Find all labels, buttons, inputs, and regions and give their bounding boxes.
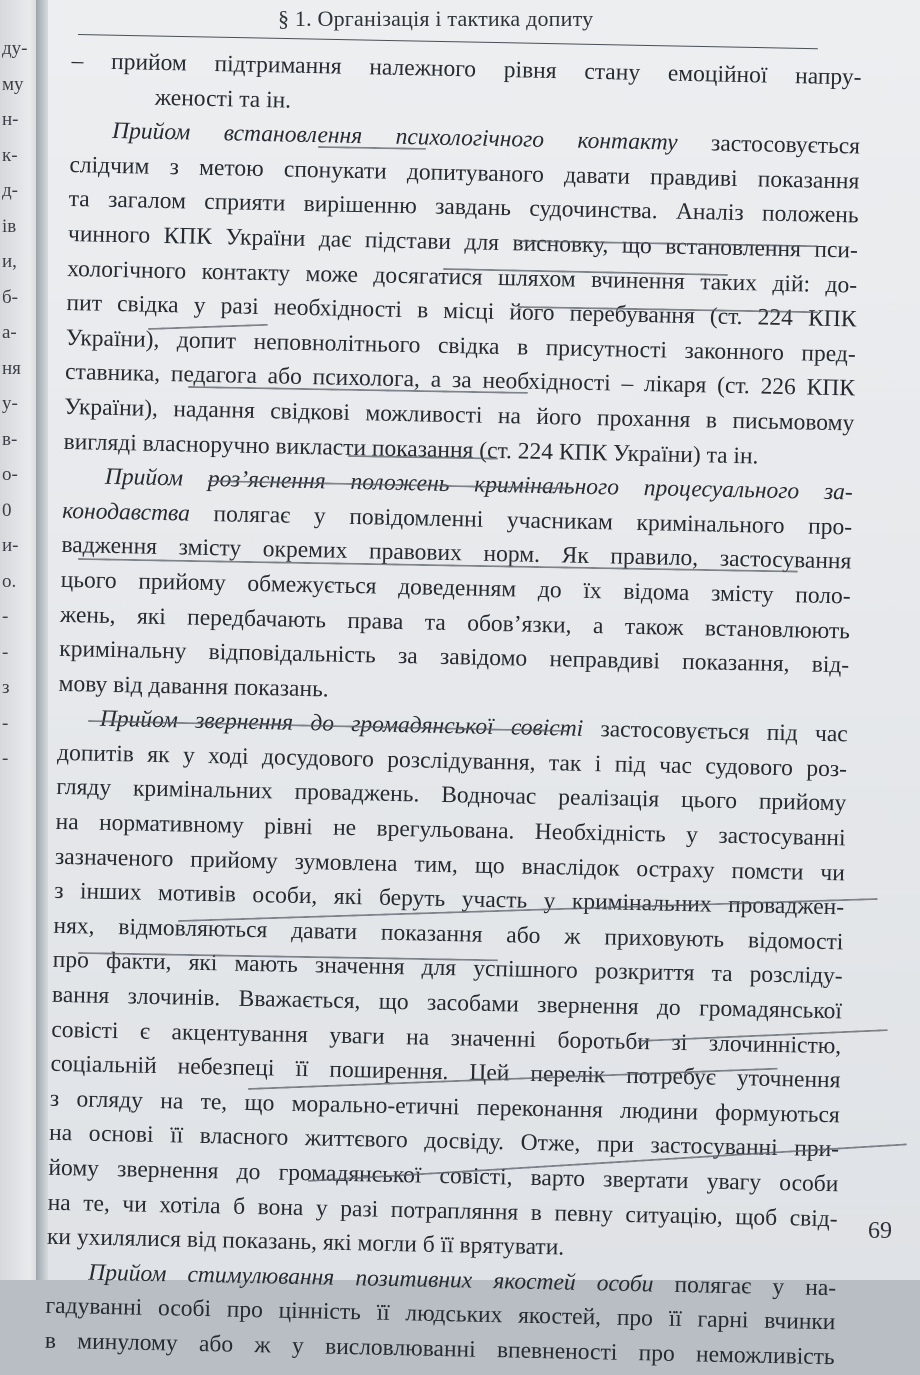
left-page-fragment: ня [2,357,21,379]
text-run: вання злочинів. Вважається, що засобами звернення до громадянської [51,981,843,1025]
left-page-fragment: з [2,677,10,698]
text-run: совісті є акцентування уваги на значенні боротьби зі злочинністю, [51,1016,842,1059]
text-run: України), надання свідкові можливості на його прохання в письмовому [64,393,855,437]
text-run: застосовується [677,129,861,160]
text-run: нях, відмовляються давати показання або ж приховують відомості [53,912,844,956]
text-run: ставника, педагога або психолога, а за необхідності – лікаря (ст. 226 КПК [64,359,856,402]
text-run: хологічного контакту може досягатися шляхом вчинення таких дій: до- [67,255,858,299]
left-page-fragment: о. [2,570,17,592]
text-run: слідчим з метою спонукати допитуваного давати правдиві показання [69,151,860,195]
text-run: в минулому або ж у висловлюванні впевненості про неможливість [44,1327,835,1371]
italic-term: Прийом стимулювання позитивних якостей особи [88,1259,654,1298]
text-run: гляду кримінальних проваджень. Водночас реалізація цього прийому [56,774,847,817]
text-run: цього прийому обмежується доведенням до їх відома змісту поло- [60,566,851,610]
text-run: та загалом сприяти вирішенню завдань судочинства. Аналіз положень [68,186,859,229]
page-number: 69 [868,1218,892,1244]
text-run: жень, які передбачають права та обов’язки, а також встановлюють [59,601,851,644]
text-run: з огляду на те, що морально-етичні переконання людини формуються [49,1085,841,1129]
text-run: пит свідка у разі необхідності в місці його перебування (ст. 224 КПК [66,290,857,333]
text-run: ки ухилялися від показань, які могли б її врятувати. [46,1223,565,1261]
running-header: § 1. Організація і тактика допиту [278,6,594,31]
italic-term: конодавства [61,497,191,527]
text-run: йому звернення до громадянської совісті, варто звертати увагу особи [48,1154,839,1198]
left-page-fragment: и- [2,535,19,556]
italic-term: Прийом встановлення психологічного контакту [111,118,678,156]
text-run: застосовується під час [582,716,848,748]
text-run: вадження змісту окремих правових норм. Як правило, застосування [61,532,852,575]
text-run: мову від давання показань. [58,670,329,703]
left-page-fragment: а- [2,322,17,343]
left-page-fragment: в- [2,428,18,450]
left-page-fragment: у- [2,393,18,414]
text-run: соціальній небезпеці її поширення. Цей перелік потребує уточнення [50,1050,841,1094]
left-page-fragment: ів [2,215,17,237]
left-page-fragment: - [2,641,9,663]
left-page-fragment: му [2,73,24,95]
left-page-fragment: б- [2,286,18,308]
text-run: кримінальну відповідальність за завідомо неправдиві показання, від- [59,635,850,679]
left-page-fragment: д- [2,180,18,201]
italic-term: Прийом роз’яснення положень кримінального процесуального за- [104,463,854,506]
text-run: вигляді власноручно викласти показання (ст. 224 КПК України) та ін. [63,428,759,469]
italic-term: Прийом звернення до громадянської совісті [99,706,584,743]
text-run: – прийом підтримання належного рівня стану емоційної напру- [71,47,862,91]
left-page-fragment: н- [2,109,19,130]
book-page [44,0,920,1371]
text-run: гадуванні особі про цінність її людських якостей, про її гарні вчинки [45,1293,836,1336]
left-page-fragment: - [2,748,9,769]
text-run: чинного КПК України дає підстави для висновку, що встановлення пси- [67,220,859,264]
text-run: допитів як у ході досудового розслідування, так і під час судового роз- [56,739,848,783]
text-run: зазначеного прийому зумовлена тим, що внаслідок остраху помсти чи [54,843,846,887]
left-page-fragment: и, [2,251,17,272]
left-page-fragment: 0 [2,499,12,521]
text-run: на нормативному рівні не врегульована. Необхідність у застосуванні [55,808,846,852]
left-page-fragment: о- [2,464,18,485]
left-page-fragment: - [2,712,9,734]
left-page-fragment: - [2,606,9,627]
text-run: на основі її власного життєвого досвіду. Отже, при застосуванні при- [48,1120,840,1163]
text-run: полягає у на- [653,1271,837,1302]
text-run: України), допит неповнолітнього свідка в присутності законного пред- [65,324,856,368]
text-run: про факти, які мають значення для успішного розкриття та розсліду- [52,947,843,990]
text-run: женості та ін. [154,84,292,114]
left-page-fragment: к- [2,144,18,166]
text-run: полягає у повідомленні учасникам кримінального про- [189,500,853,541]
left-page-fragment: ду- [2,38,28,59]
text-run: з інших мотивів особи, які беруть участь у кримінальних проваджен- [53,878,845,921]
text-run: на те, чи хотіла б вона у разі потрапляння в певну ситуацію, щоб свід- [47,1189,838,1232]
